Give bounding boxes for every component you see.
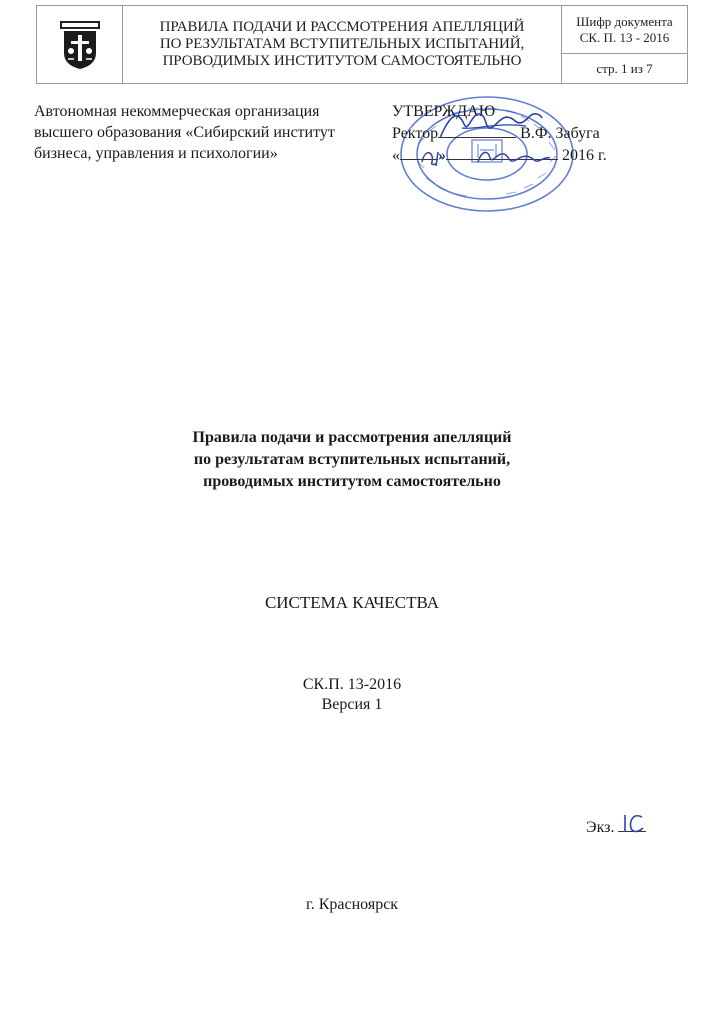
approval-name: В.Ф. Забуга — [520, 125, 600, 142]
logo-cell — [37, 6, 123, 84]
quote-close: » — [438, 147, 446, 164]
header-title-line: ПРАВИЛА ПОДАЧИ И РАССМОТРЕНИЯ АПЕЛЛЯЦИЙ — [159, 19, 525, 35]
institute-emblem-icon — [58, 19, 102, 71]
header-title — [123, 6, 562, 84]
organization-line: Автономная некоммерческая организация — [34, 103, 320, 120]
document-code-value: СК. П. 13 - 2016 — [579, 29, 670, 45]
document-code-label: Шифр документа — [576, 13, 673, 29]
handwritten-copy-number — [620, 812, 646, 834]
document-title-line: проводимых институтом самостоятельно — [203, 473, 501, 490]
city: г. Красноярск — [305, 896, 399, 913]
header-title-line: ПО РЕЗУЛЬТАТАМ ВСТУПИТЕЛЬНЫХ ИСПЫТАНИЙ, — [159, 36, 525, 52]
organization-line: высшего образования «Сибирский институт — [34, 124, 335, 141]
copy-number-field — [586, 816, 646, 838]
document-header-table — [36, 5, 688, 84]
approval-heading: УТВЕРЖДАЮ — [392, 103, 496, 120]
handwritten-date — [412, 142, 572, 170]
rector-signature — [436, 104, 546, 146]
quality-system-label: СИСТЕМА КАЧЕСТВА — [264, 593, 440, 612]
document-title — [100, 427, 604, 493]
approval-position: Ректор — [392, 125, 439, 142]
header-title-line: ПРОВОДИМЫХ ИНСТИТУТОМ САМОСТОЯТЕЛЬНО — [162, 53, 522, 69]
organization-name — [34, 101, 384, 164]
document-title-line: по результатам вступительных испытаний, — [193, 451, 511, 468]
copy-label: Экз. — [586, 819, 615, 836]
organization-line: бизнеса, управления и психологии» — [34, 145, 278, 162]
quote-open: « — [392, 147, 400, 164]
document-title-line: Правила подачи и рассмотрения апелляций — [192, 429, 512, 446]
copy-number-underline — [618, 816, 646, 832]
document-code: СК.П. 13-2016 — [302, 676, 402, 693]
page-number: стр. 1 из 7 — [562, 54, 688, 84]
document-code-cell — [562, 6, 688, 54]
approval-year: 2016 г. — [562, 147, 607, 164]
document-version: Версия 1 — [321, 696, 383, 713]
